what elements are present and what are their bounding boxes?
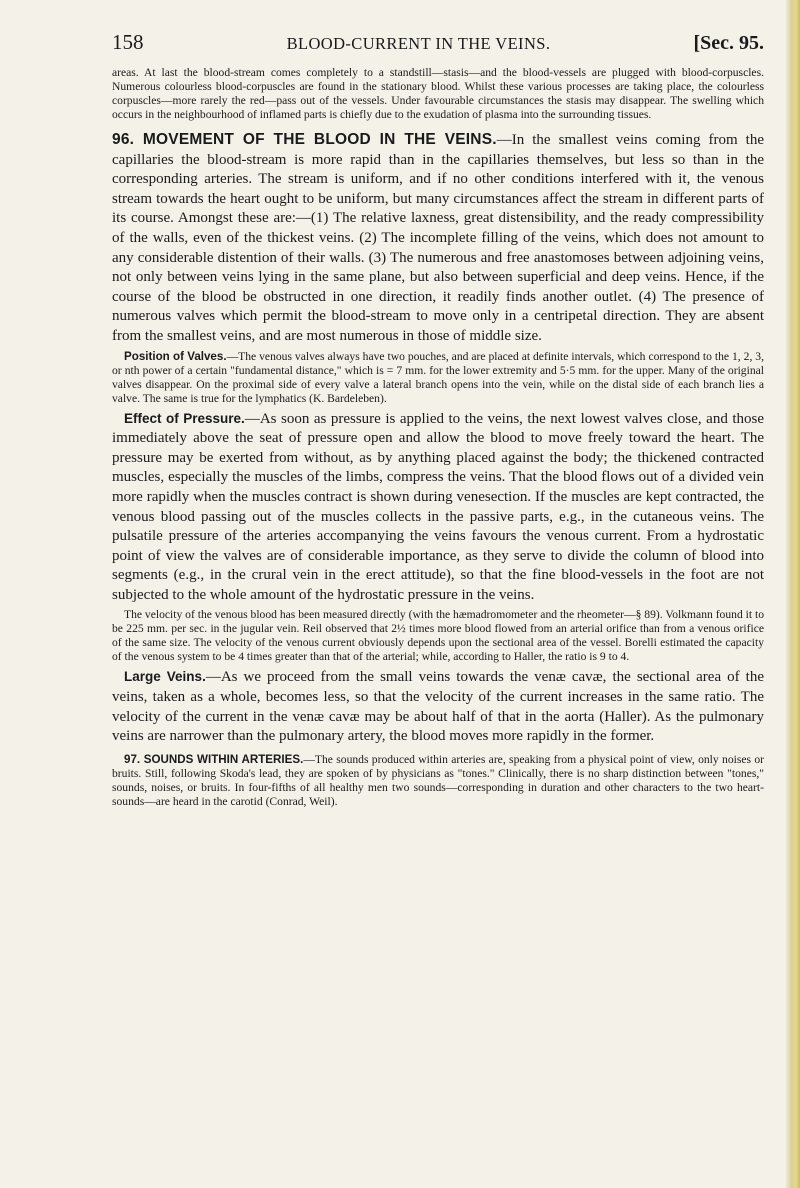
valves-heading: Position of Valves. [124,349,227,363]
large-veins-text: —As we proceed from the small veins towards the venæ cavæ, the sectional area of the veins, taken as a whole, becomes less, so that the velocity of the current increases in the same ratio. The velocity of the current in the venæ cavæ may be about half of that in the aorta (Haller). As the pulmonary veins are narrower than the pulmonary artery, the blood moves more rapidly in the former. [112,669,764,745]
section-reference: [Sec. 95. [693,32,764,54]
valves-paragraph [112,350,764,406]
running-title: BLOOD-CURRENT IN THE VEINS. [286,34,551,53]
section-96-paragraph [112,130,764,347]
section-97-heading: 97. SOUNDS WITHIN ARTERIES. [124,752,304,766]
valves-text: —The venous valves always have two pouches, and are placed at definite intervals, which correspond to the 1, 2, 3, or nth power of a certain "fundamental distance," which is = 7 mm. for the lower extremity and 5·5 mm. for the upper. Many of the original valves disappear. On the proximal side of every valve a lateral branch opens into the vein, while on the distal side of each branch lies a valve. The same is true for the lymphatics (K. Bardeleben). [112,349,764,405]
page-number: 158 [112,30,144,54]
section-96-heading: 96. MOVEMENT OF THE BLOOD IN THE VEINS. [112,131,497,148]
large-veins-heading: Large Veins. [124,669,206,685]
section-96-text: —In the smallest veins coming from the capillaries the blood-stream is more rapid than in the capillaries themselves, but less so than in the corresponding arteries. The stream is uniform, and if no other conditions interfered with it, the venous stream towards the heart ought to be uniform, but many circumstances affect the stream in different parts of its course. Amongst these are:—(1) The relative laxness, great distensibility, and the ready compressibility of the walls, even of the thickest veins. (2) The incomplete filling of the veins, which does not amount to any considerable distention of their walls. (3) The numerous and free anastomoses between adjoining veins, not only between veins lying in the same plane, but also between superficial and deep veins. Hence, if the course of the blood be obstructed in one direction, it readily finds another outlet. (4) The presence of numerous valves which permit the blood-stream to move only in a centripetal direction. They are absent from the smallest veins, and are most numerous in those of middle size. [112,132,764,344]
large-veins-paragraph [112,667,764,746]
page-edge [786,0,800,1188]
intro-paragraph: areas. At last the blood-stream comes completely to a standstill—stasis—and the blood-vessels are plugged with blood-corpuscles. Numerous colourless blood-corpuscles are found in the stationary blood. Whilst these various processes are taking place, the colourless corpuscles—more rarely the red—pass out of the vessels. Under favourable circumstances the stasis may disappear. The swelling which occurs in the neighbourhood of inflamed parts is chiefly due to the exudation of plasma into the surrounding tissues. [112,66,764,121]
pressure-paragraph [112,409,764,606]
section-97-paragraph [112,753,764,809]
pressure-text: —As soon as pressure is applied to the veins, the next lowest valves close, and those immediately above the seat of pressure open and allow the blood to move freely toward the heart. The pressure may be exerted from without, as by anything placed against the body; the thickened contracted muscles, especially the muscles of the limbs, compress the veins. That the blood flows out of a divided vein more rapidly when the muscles contract is shown during venesection. If the muscles are kept contracted, the venous blood passing out of the muscles collects in the passive parts, e.g., in the cutaneous veins. The pulsatile pressure of the arteries accompanying the veins favours the venous current. From a hydrostatic point of view the valves are of considerable importance, as they serve to divide the column of blood into segments (e.g., in the crural vein in the erect attitude), so that the fine blood-vessels in the foot are not subjected to the whole amount of the hydrostatic pressure in the veins. [112,410,764,603]
running-header [112,30,764,56]
book-page [112,30,764,809]
section-97-text: —The sounds produced within arteries are, speaking from a physical point of view, only noises or bruits. Still, following Skoda's lead, they are spoken of by physicians as "tones." Clinically, there is no sharp distinction between "tones," sounds, noises, or bruits. In four-fifths of all healthy men two sounds—corresponding in duration and other characters to the two heart-sounds—are heard in the carotid (Conrad, Weil). [112,752,764,808]
pressure-heading: Effect of Pressure. [124,410,245,426]
velocity-paragraph: The velocity of the venous blood has been measured directly (with the hæmadromometer and the rheometer—§ 89). Volkmann found it to be 225 mm. per sec. in the jugular vein. Reil observed that 2½ times more blood flowed from an arterial orifice than from a venous orifice of the same size. The velocity of the venous current obviously depends upon the sectional area of the vessel. Borelli estimated the capacity of the venous system to be 4 times greater than that of the arterial; while, according to Haller, the ratio is 9 to 4. [112,608,764,664]
